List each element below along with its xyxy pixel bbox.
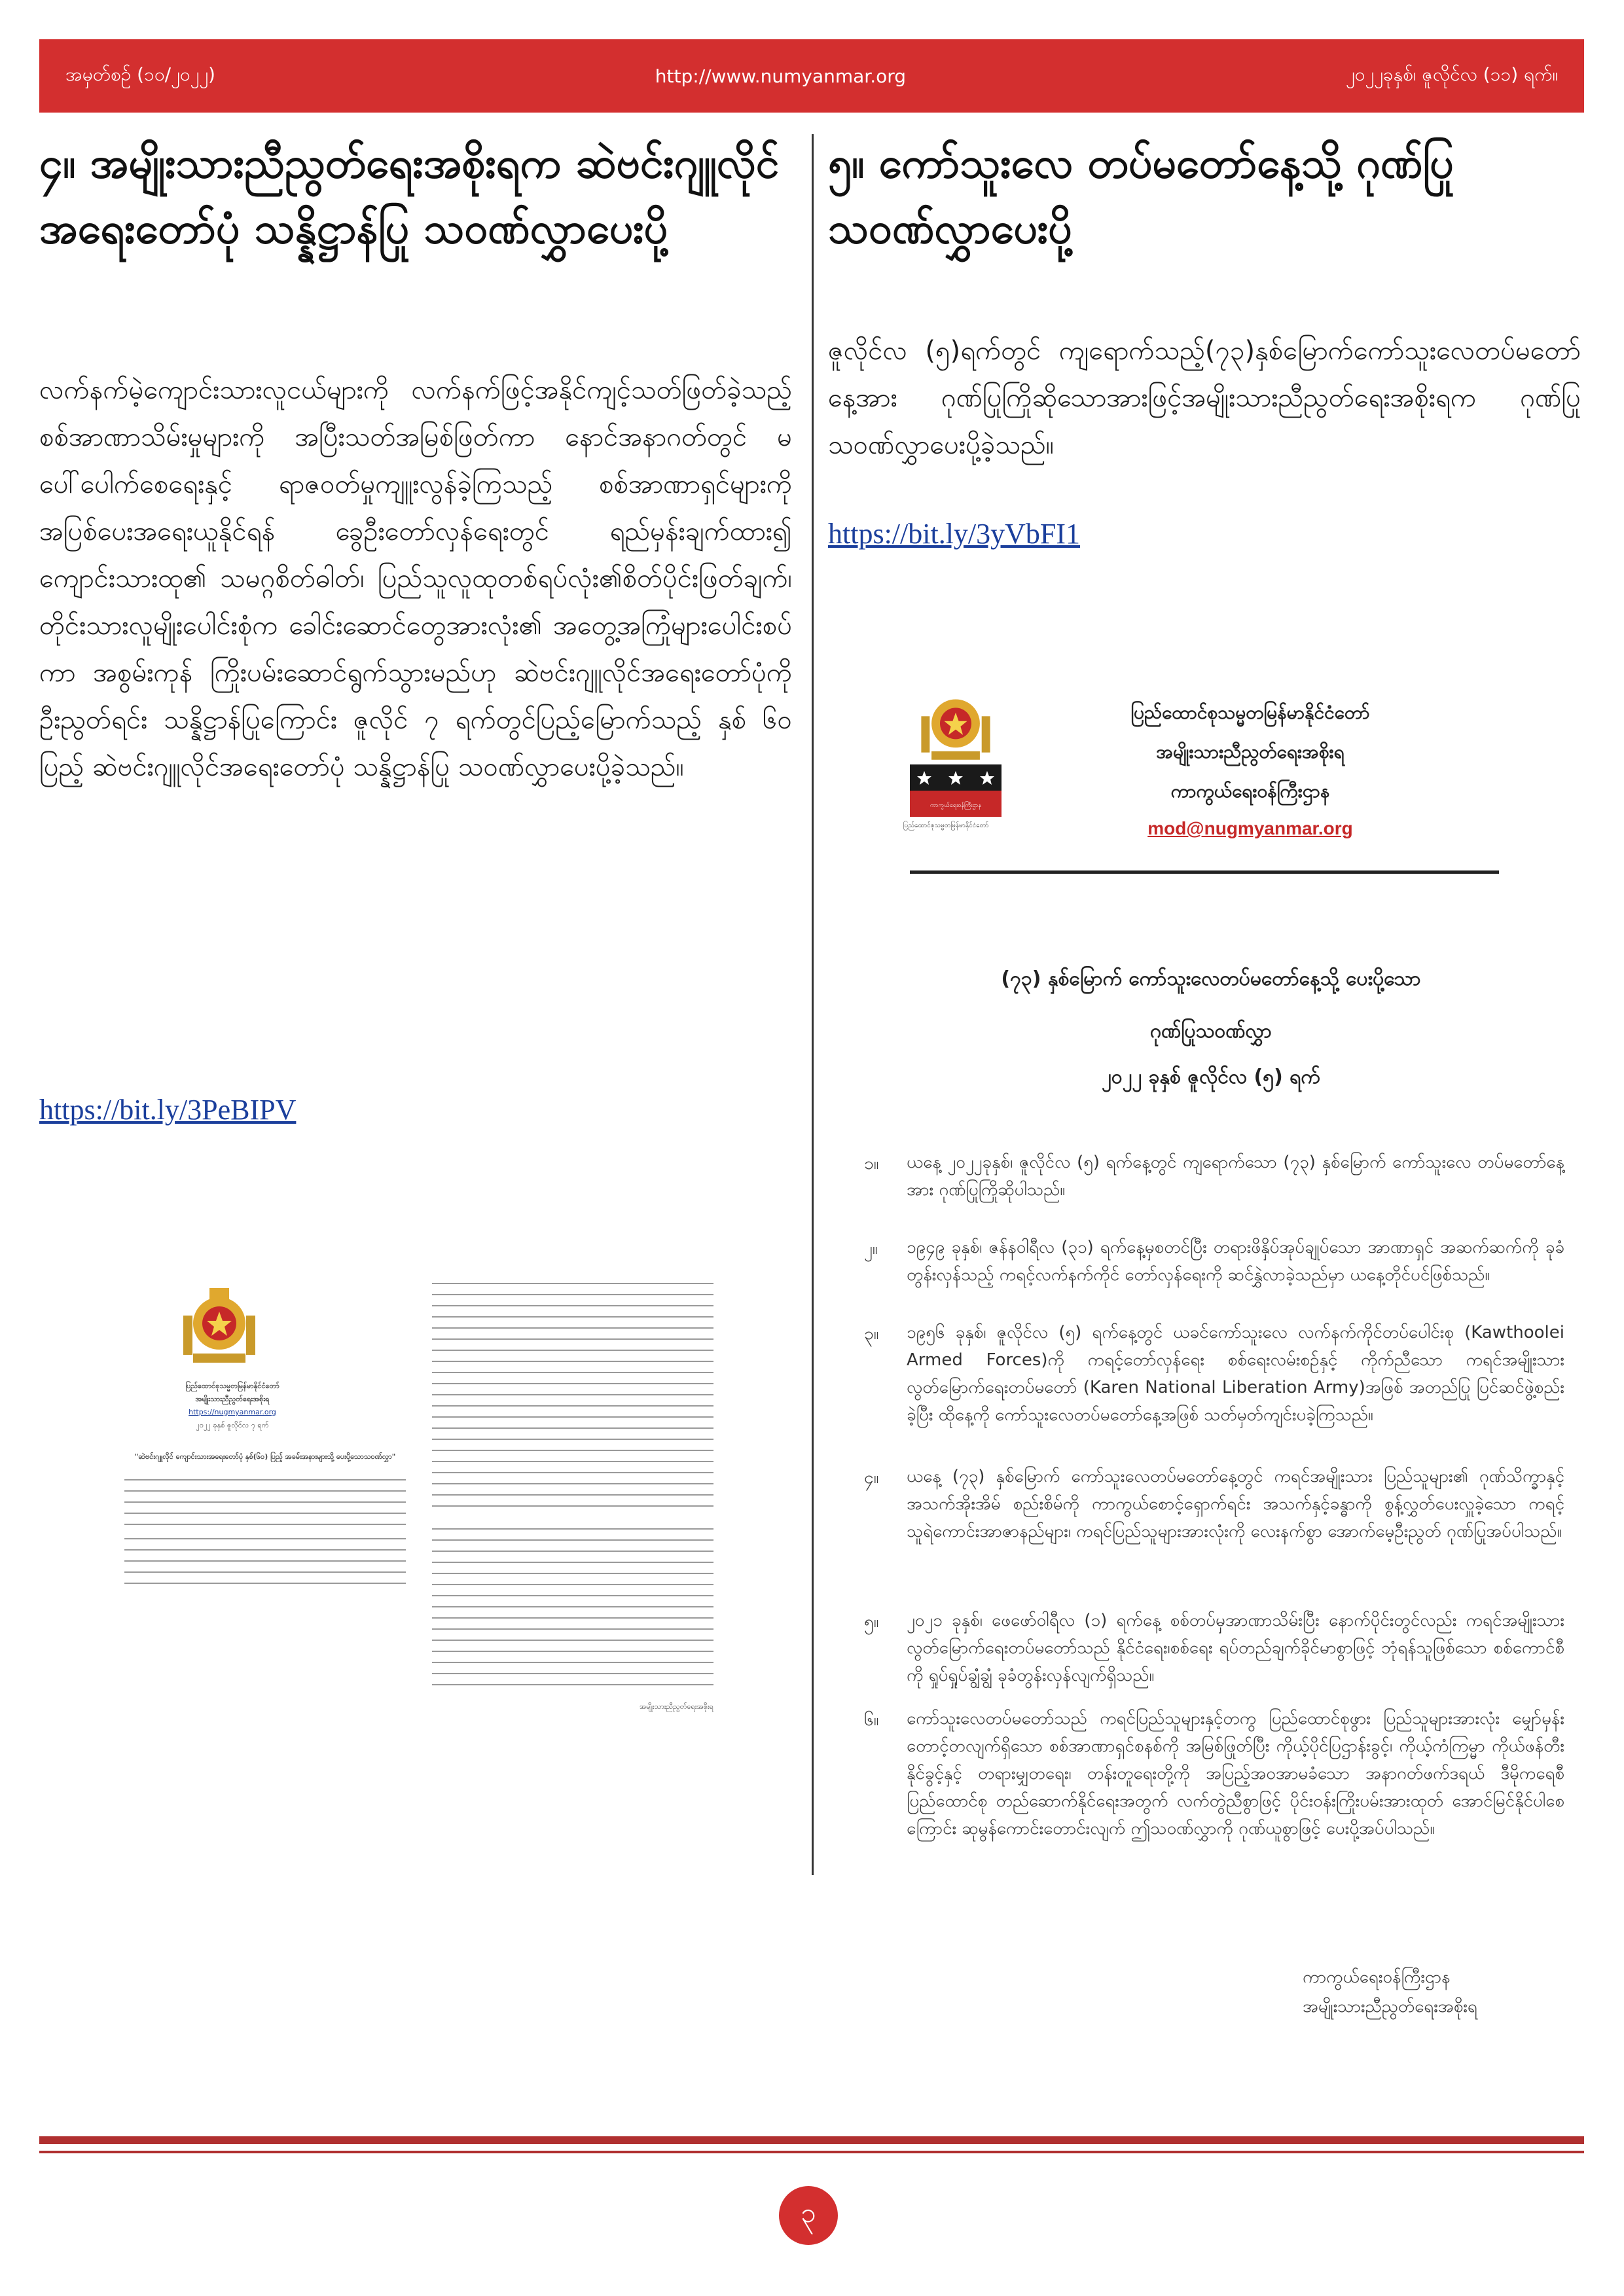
thumb-paragraph-4 <box>432 1528 713 1685</box>
site-url[interactable]: http://www.numyanmar.org <box>655 65 907 87</box>
statement-title-3: ၂၀၂၂ ခုနှစ် ဇူလိုင်လ (၅) ရက် <box>1102 1066 1320 1088</box>
thumb-site: https://nugmyanmar.org <box>189 1408 276 1416</box>
signature-ministry: ကာကွယ်ရေးဝန်ကြီးဌာန <box>1303 1967 1451 1987</box>
point-text: ကော်သူးလေတပ်မတော်သည် ကရင်ပြည်သူများနှင့်တကွ ပြည်ထောင်စုဖွား ပြည်သူများအားလုံး မျှော်မှန်းတောင့်တလျက်ရှိသော စစ်အာဏာရှင်စနစ်ကို အမြစ်ဖြုတ်ပြီး ကိုယ့်ပိုင်ပြဌာန်းခွင့်၊ ကိုယ့်ကံကြမ္မာ ကိုယ်ဖန်တီးနိုင်ခွင့်နှင့် တရားမျှတရေး၊ တန်းတူရေးတို့ကို အပြည့်အဝအာမခံသော အနာဂတ်ဖက်ဒရယ် ဒီမိုကရေစီပြည်ထောင်စု တည်ဆောက်နိုင်ရေးအတွက် လက်တွဲညီစွာဖြင့် ပိုင်းဝန်းကြိုးပမ်းအားထုတ် အောင်မြင်နိုင်ပါစေကြောင်း ဆုမွန်ကောင်းတောင်းလျက် ဤသဝဏ်လွှာကို ဂုဏ်ယူစွာဖြင့် ပေးပို့အပ်ပါသည်။ <box>907 1709 1564 1839</box>
emblem-caption: ပြည်ထောင်စုသမ္မတမြန်မာနိုင်ငံတော် <box>903 822 989 829</box>
statement-title-1: (၇၃) နှစ်မြောက် ကော်သူးလေတပ်မတော်နေ့သို့ ပေးပို့သော <box>1001 967 1421 990</box>
page-number: ၃ <box>779 2186 838 2245</box>
thumb-title: "ဆဲဗင်းဂျူလိုင် ကျောင်းသားအရေးတော်ပုံ နှစ်(၆၀) ပြည့် အခမ်းအနားများသို့ ပေးပို့သောသဝဏ်လွှာ" <box>134 1452 396 1461</box>
right-headline: ၅။ ကော်သူးလေ တပ်မတော်နေ့သို့ ဂုဏ်ပြုသဝဏ်လွှာပေးပို့ <box>828 139 1454 253</box>
statement-email[interactable]: mod@nugmyanmar.org <box>1147 818 1353 838</box>
footer-rule-thin <box>39 2151 1584 2153</box>
footer-rule-thick <box>39 2136 1584 2144</box>
point-number: ၂။ <box>864 1239 878 1259</box>
press-release-thumbnail <box>124 1283 713 1728</box>
state-emblem-icon <box>910 687 1001 766</box>
thumb-paragraph-3 <box>432 1283 713 1512</box>
point-number: ၃။ <box>864 1324 879 1344</box>
left-article-link[interactable]: https://bit.ly/3PeBIPV <box>39 1094 297 1126</box>
statement-org3: ကာကွယ်ရေးဝန်ကြီးဌာန <box>1170 780 1330 802</box>
point-number: ၆။ <box>864 1710 879 1730</box>
column-divider <box>812 134 814 1875</box>
point-text: ယနေ့ (၇၃) နှစ်မြောက် ကော်သူးလေတပ်မတော်နေ့တွင် ကရင်အမျိုးသား ပြည်သူများ၏ ဂုဏ်သိက္ခာနှင့် အသက်အိုးအိမ် စည်းစိမ်ကို ကာကွယ်စောင့်ရှောက်ရင်း အသက်နှင့်ခန္ဓာကို စွန့်လွှတ်ပေးလှူခဲ့သော ကရင့်သူရဲကောင်းအာဇာနည်များ၊ ကရင်ပြည်သူများအားလုံးကို လေးနက်စွာ အောက်မေ့ဦးညွတ် ဂုဏ်ပြုအပ်ပါသည်။ <box>907 1467 1564 1541</box>
point-text: ယနေ့ ၂၀၂၂ခုနှစ်၊ ဇူလိုင်လ (၅) ရက်နေ့တွင် ကျရောက်သော (၇၃) နှစ်မြောက် ကော်သူးလေ တပ်မတော်နေ့အား ဂုဏ်ပြုကြိုဆိုပါသည်။ <box>907 1153 1564 1200</box>
statement-org1: ပြည်ထောင်စုသမ္မတမြန်မာနိုင်ငံတော် <box>1130 702 1370 723</box>
point-number: ၄။ <box>864 1468 879 1488</box>
thumb-paragraph-1 <box>124 1479 406 1525</box>
issue-number: အမှတ်စဥ် (၁၀/၂၀၂၂) <box>65 63 215 85</box>
right-article-body: ဇူလိုင်လ (၅)ရက်တွင် ကျရောက်သည့်(၇၃)နှစ်မြောက်ကော်သူးလေတပ်မတော်နေ့အား ဂုဏ်ပြုကြိုဆိုသောအားဖြင့်အမျိုးသားညီညွတ်ရေးအစိုးရက ဂုဏ်ပြုသဝဏ်လွှာပေးပို့ခဲ့သည်။ <box>828 336 1581 460</box>
left-headline: ၄။ အမျိုးသားညီညွတ်ရေးအစိုးရက ဆဲဗင်းဂျူလိုင်အရေးတော်ပုံ သန္နိဋ္ဌာန်ပြု သဝဏ်လွှာပေးပို့ <box>39 139 780 253</box>
right-article-link[interactable]: https://bit.ly/3yVbFI1 <box>828 518 1081 550</box>
thumb-org1: ပြည်ထောင်စုသမ္မတမြန်မာနိုင်ငံတော် <box>185 1382 280 1390</box>
thumb-paragraph-2 <box>124 1538 406 1590</box>
issue-date: ၂၀၂၂ခုနှစ်၊ ဇူလိုင်လ (၁၁) ရက်။ <box>1345 63 1558 85</box>
ministry-letterhead-emblem <box>903 687 1067 844</box>
state-emblem-icon <box>170 1283 268 1374</box>
point-number: ၅။ <box>864 1612 879 1632</box>
point-text: ၂၀၂၁ ခုနှစ်၊ ဖေဖော်ဝါရီလ (၁) ရက်နေ့ စစ်တပ်မှအာဏာသိမ်းပြီး နောက်ပိုင်းတွင်လည်း ကရင်အမျိုးသား လွတ်မြောက်ရေးတပ်မတော်သည် နိုင်ငံရေး၊စစ်ရေး ရပ်တည်ချက်ခိုင်မာစွာဖြင့် ဘုံရန်သူဖြစ်သော စစ်ကောင်စီကို ရှုပ်ရှုပ်ချွံချွံ ခုခံတွန်းလှန်လျက်ရှိသည်။ <box>907 1611 1564 1685</box>
point-text: ၁၉၅၆ ခုနှစ်၊ ဇူလိုင်လ (၅) ရက်နေ့တွင် ယခင်ကော်သူးလေ လက်နက်ကိုင်တပ်ပေါင်းစု (Kawthoolei Armed Forces)ကို ကရင့်တော်လှန်ရေး စစ်ရေးလမ်းစဥ်နှင့် ကိုက်ညီသော ကရင်အမျိုးသား လွတ်မြောက်ရေးတပ်မတော် (Karen National Liberation Army)အဖြစ် အတည်ပြု ပြင်ဆင်ဖွဲ့စည်းခဲ့ပြီး ထိုနေ့ကို ကော်သူးလေတပ်မတော်နေ့အဖြစ် သတ်မှတ်ကျင်းပခဲ့ကြသည်။ <box>907 1323 1564 1425</box>
point-number: ၁။ <box>864 1154 879 1174</box>
flag-caption: ကာကွယ်ရေးဝန်ကြီးဌာန <box>929 802 982 809</box>
thumb-date: ၂၀၂၂ ခုနှစ် ဇူလိုင်လ ၇ ရက် <box>196 1421 269 1429</box>
thumb-org2: အမျိုးသားညီညွတ်ရေးအစိုးရ <box>195 1395 270 1403</box>
header-bar <box>39 39 1584 113</box>
left-article-body: လက်နက်မဲ့ကျောင်းသားလူငယ်များကို လက်နက်ဖြင့်အနိုင်ကျင့်သတ်ဖြတ်ခဲ့သည့် စစ်အာဏာသိမ်းမှုများကို အပြီးသတ်အမြစ်ဖြတ်ကာ နောင်အနာဂတ်တွင် မပေါ်ပေါက်စေရေးနှင့် ရာဇဝတ်မှုကျူးလွန်ခဲ့ကြသည့် စစ်အာဏာရှင်များကို အပြစ်ပေးအရေးယူနိုင်ရန် ခွေဦးတော်လှန်ရေးတွင် ရည်မှန်းချက်ထား၍ ကျောင်းသားထု၏ သမဂ္ဂစိတ်ဓါတ်၊ ပြည်သူလူထုတစ်ရပ်လုံး၏စိတ်ပိုင်းဖြတ်ချက်၊ တိုင်းသားလူမျိုးပေါင်းစုံက ခေါင်းဆောင်တွေအားလုံး၏ အတွေ့အကြုံများပေါင်းစပ်ကာ အစွမ်းကုန် ကြိုးပမ်းဆောင်ရွက်သွားမည်ဟု ဆဲဗင်းဂျူလိုင်အရေးတော်ပုံကို ဦးညွတ်ရင်း သန္နိဋ္ဌာန်ပြုကြောင်း ဇူလိုင် ၇ ရက်တွင်ပြည့်မြောက်သည့် နှစ် ၆၀ ပြည့် ဆဲဗင်းဂျူလိုင်အရေးတော်ပုံ သန္နိဋ္ဌာန်ပြု သဝဏ်လွှာပေးပို့ခဲ့သည်။ <box>39 375 792 782</box>
point-text: ၁၉၄၉ ခုနှစ်၊ ဇန်နဝါရီလ (၃၁) ရက်နေ့မှစတင်ပြီး တရားဖိနှိပ်အုပ်ချုပ်သော အာဏာရှင် အဆက်ဆက်ကို ခုခံတွန်းလှန်သည့် ကရင့်လက်နက်ကိုင် တော်လှန်ရေးကို ဆင်နွှဲလာခဲ့သည်မှာ ယနေ့တိုင်ပင်ဖြစ်သည်။ <box>907 1238 1564 1285</box>
thumb-sign: အမျိုးသားညီညွတ်ရေးအစိုးရ <box>640 1702 713 1711</box>
signature-government: အမျိုးသားညီညွတ်ရေးအစိုးရ <box>1303 1997 1477 2017</box>
letterhead-rule <box>910 870 1499 874</box>
statement-org2: အမျိုးသားညီညွတ်ရေးအစိုးရ <box>1156 741 1344 762</box>
statement-title-2: ဂုဏ်ပြုသဝဏ်လွှာ <box>1149 1020 1272 1043</box>
